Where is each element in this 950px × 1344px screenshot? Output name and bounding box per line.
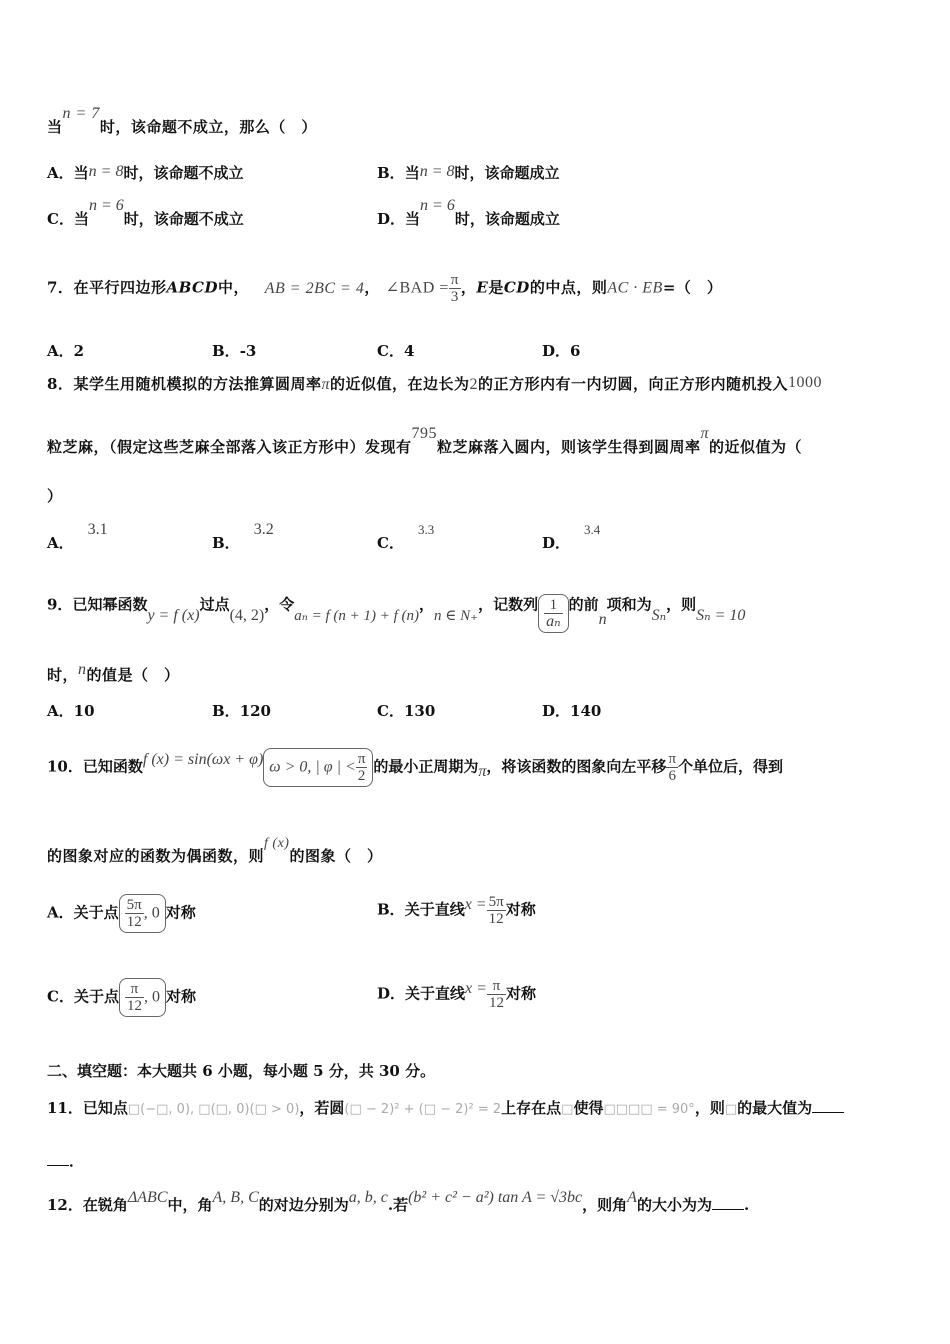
option-value: 3.2 [253, 521, 274, 538]
option-label: C． [47, 987, 74, 1006]
q10-text: 的图象（ ） [289, 847, 383, 865]
option-label: D． [542, 342, 571, 360]
q6-option-d[interactable] [377, 197, 560, 229]
q12-number: 12． [47, 1196, 83, 1214]
option-label: D． [377, 210, 406, 228]
q10-text: 个单位后，得到 [678, 757, 784, 776]
q10-text: ，将该函数的图象向左平移 [486, 757, 667, 776]
q8-text: ） [47, 487, 63, 505]
option-value: 120 [239, 702, 271, 720]
frac-num: π [357, 751, 366, 767]
q9-text: ，记数列 [478, 595, 539, 614]
option-var: x = [465, 979, 487, 997]
q7-stem: 7．在平行四边形ABCD中， AB = 2BC = 4， ∠BAD = $\frac{\pi}{3}$ ，E是CD的中点，则AC · EB=（ ） [47, 272, 723, 305]
q12-text: .若 [387, 1196, 409, 1214]
option-value: 140 [570, 702, 602, 720]
frac-num: π [668, 751, 677, 767]
option-frac [487, 894, 506, 927]
option-label: A． [47, 164, 74, 182]
q9-math-sn: Sₙ [651, 606, 667, 624]
q12-text: 中，角 [167, 1196, 213, 1214]
q11-text: ，若圆 [299, 1099, 345, 1117]
q9-text: 的前 [568, 595, 599, 614]
frac-num: π [125, 981, 144, 998]
option-label: B． [377, 900, 405, 919]
frac-num: 5π [126, 897, 142, 913]
q10-line2 [47, 836, 383, 866]
option-label: C． [377, 534, 404, 552]
option-text: 时，该命题不成立 [123, 164, 244, 182]
q7-text: 是 [488, 278, 504, 297]
q10-period: π [478, 762, 487, 780]
q6-option-a[interactable] [47, 162, 243, 183]
option-pre: 当 [404, 164, 420, 182]
q12-math-triangle: ΔABC [127, 1189, 168, 1206]
q10-pi-over-6 [666, 751, 678, 784]
q8-text: 的近似值，在边长为 [329, 375, 470, 393]
option-pre: 当 [73, 164, 89, 182]
option-label: C． [377, 342, 404, 360]
option-frac [125, 981, 144, 1014]
option-pre: 关于直线 [404, 900, 465, 919]
option-pre: 关于点 [73, 987, 119, 1006]
q11-answer-blank[interactable] [812, 1098, 844, 1113]
q8-text: 某学生用随机模拟的方法推算圆周率 [73, 375, 322, 393]
option-post: 对称 [165, 903, 196, 922]
q7-dot-product: AC · EB [607, 279, 663, 297]
q9-math-an: aₙ = f (n + 1) + f (n) [294, 607, 420, 624]
q10-pi-over-2 [356, 751, 368, 784]
q7-option-b[interactable] [212, 340, 256, 361]
q8-line2 [47, 425, 803, 457]
q12-text: . [743, 1196, 750, 1214]
q10-option-a[interactable] [47, 894, 196, 933]
q8-number: 8． [47, 375, 74, 393]
option-value: 3.1 [87, 521, 108, 538]
q11-math-circle: (□ − 2)² + (□ − 2)² = 2 [344, 1102, 502, 1117]
q6-option-c[interactable] [47, 197, 244, 229]
option-label: B． [212, 534, 240, 552]
q7-segment-cd: CD [503, 278, 530, 297]
q10-option-d[interactable] [377, 978, 536, 1011]
option-pre: 当 [73, 210, 89, 228]
q6-option-b[interactable] [377, 162, 560, 183]
q12-math-equation: (b² + c² − a²) tan A = √3bc [408, 1189, 583, 1206]
q11-number: 11． [47, 1099, 83, 1117]
q8-option-d[interactable] [542, 522, 601, 553]
q8-option-a[interactable] [47, 521, 108, 553]
frac-den: 3 [450, 289, 459, 305]
q12-text: 的大小为为 [636, 1196, 712, 1214]
q12-answer-blank[interactable] [712, 1195, 744, 1210]
section-heading: 二、填空题：本大题共 6 小题，每小题 5 分，共 30 分。 [47, 1062, 436, 1080]
option-pre: 关于直线 [405, 984, 466, 1003]
q9-text: 过点 [199, 595, 230, 614]
q7-text: 中， [218, 278, 250, 297]
q12-math-sides: a, b, c [348, 1189, 388, 1206]
frac-den: aₙ [546, 613, 561, 630]
q9-math-point: (4, 2) [229, 606, 265, 624]
q7-angle: ∠BAD = [385, 279, 449, 297]
frac-den: 12 [126, 998, 142, 1014]
frac-den: 12 [488, 911, 504, 927]
option-value: 2 [73, 342, 85, 360]
q12-math-a: A [627, 1189, 637, 1206]
frac-num: π [487, 978, 506, 995]
q7-option-c[interactable] [377, 340, 414, 361]
q12-text: ，则角 [582, 1196, 628, 1214]
q9-text: 时， [47, 666, 79, 684]
frac-num: 1 [544, 597, 562, 614]
q11-math-points: □(−□, 0), □(□, 0)(□ > 0) [127, 1102, 300, 1117]
q10-math-fx: f (x) [264, 836, 290, 851]
q11-math-angle: □□□□ = 90° [603, 1102, 695, 1117]
q8-side: 2 [469, 376, 478, 393]
q8-count-inside: 795 [411, 425, 438, 442]
q11-answer-blank-cont[interactable] [47, 1151, 69, 1166]
option-label: D． [542, 702, 571, 720]
option-value: 4 [403, 342, 415, 360]
q10-text: 已知函数 [82, 757, 143, 776]
q9-text: 已知幂函数 [72, 595, 148, 614]
option-label: B． [212, 342, 240, 360]
q12-text: 在锐角 [82, 1196, 128, 1214]
q11-text: 已知点 [82, 1099, 128, 1117]
q11-math-p: □ [561, 1102, 574, 1117]
q9-math-n: n [78, 661, 87, 678]
q10-line1 [47, 748, 783, 787]
option-value: 3.3 [417, 522, 435, 537]
option-label: B． [212, 702, 240, 720]
q9-math-n: n ∈ N₊ [434, 607, 479, 624]
q11-text: 上存在点 [501, 1099, 562, 1117]
q7-pi-over-3 [449, 272, 461, 305]
option-tail: , 0 [143, 904, 160, 922]
option-label: C． [377, 702, 404, 720]
option-frac [487, 978, 506, 1011]
q12-text: 的对边分别为 [258, 1196, 349, 1214]
frac-num: π [450, 272, 459, 288]
option-math: n = 8 [88, 163, 124, 180]
option-label: A． [47, 702, 74, 720]
q10-text: 的图象对应的函数为偶函数，则 [47, 847, 265, 865]
frac-den: 12 [488, 995, 504, 1011]
q12-math-angles: A, B, C [212, 1189, 259, 1206]
q10-option-b[interactable] [377, 894, 536, 927]
q9-text: 项和为 [606, 595, 652, 614]
q10-text: 的最小正周期为 [373, 757, 479, 776]
q7-math-ab: AB = 2BC = 4 [264, 279, 365, 297]
option-pre: 当 [405, 210, 421, 228]
q11-text: 的最大值为 [737, 1099, 813, 1117]
q7-option-a[interactable] [47, 340, 84, 361]
q10-condition [263, 748, 373, 787]
frac-den: 12 [126, 914, 142, 930]
option-text: 时，该命题成立 [454, 210, 560, 228]
option-math: n = 6 [420, 197, 455, 214]
q9-option-b[interactable] [212, 700, 271, 721]
q6-stem [47, 105, 317, 137]
option-post: 对称 [505, 984, 536, 1003]
option-pre: 关于点 [73, 903, 119, 922]
option-label: A． [47, 342, 74, 360]
q10-option-c[interactable] [47, 978, 196, 1017]
q8-text: 的近似值为（ [709, 438, 803, 456]
q8-pi: π [321, 376, 330, 393]
option-point [119, 978, 166, 1017]
q11-line1 [47, 1097, 844, 1118]
q8-text: 粒芝麻落入圆内，则该学生得到圆周率 [437, 438, 701, 456]
q6-stem-math: n = 7 [62, 105, 100, 122]
q11-text: ，则 [694, 1099, 725, 1117]
q6-stem-post: 时，该命题不成立，那么（ ） [99, 118, 317, 136]
q11-math-var: □ [724, 1102, 738, 1117]
q11-text: 使得 [573, 1099, 604, 1117]
option-value: 130 [403, 702, 436, 720]
q9-number: 9． [47, 595, 73, 614]
q9-text: ，令 [264, 595, 295, 614]
frac-den: 6 [668, 768, 676, 784]
q10-cond-text: ω > 0, | φ | < [269, 758, 356, 776]
q7-point-e: E [476, 278, 489, 297]
q9-option-d[interactable] [542, 700, 601, 721]
option-label: C． [47, 210, 74, 228]
q7-comma: ， [364, 278, 380, 297]
q11-text: ． [69, 1152, 85, 1170]
q9-text: 的值是（ ） [86, 666, 180, 684]
q9-option-c[interactable] [377, 700, 435, 721]
q7-text: 在平行四边形 [73, 278, 167, 297]
q10-math-func: f (x) = sin(ωx + φ) [142, 750, 264, 768]
option-label: A． [47, 903, 74, 922]
q8-pi: π [700, 425, 710, 442]
option-var: x = [464, 895, 487, 913]
option-label: D． [542, 534, 571, 552]
q9-line2 [47, 661, 180, 685]
option-post: 对称 [505, 900, 536, 919]
q8-count-total: 1000 [788, 374, 822, 391]
q8-text: 粒芝麻，（假定这些芝麻全部落入该正方形中）发现有 [47, 438, 412, 456]
q9-option-a[interactable] [47, 700, 95, 721]
option-frac [125, 897, 144, 930]
q9-math-sn-eq: Sₙ = 10 [696, 606, 746, 624]
q8-line3 [47, 485, 63, 506]
option-value: 3.4 [584, 522, 601, 537]
q11-line2 [47, 1150, 85, 1171]
option-text: 时，该命题不成立 [123, 210, 244, 228]
q9-text: ，则 [666, 595, 697, 614]
option-value: -3 [239, 342, 257, 360]
q9-math-n: n [598, 610, 607, 628]
q8-text: 的正方形内有一内切圆，向正方形内随机投入 [477, 375, 788, 393]
option-value: 10 [73, 702, 95, 720]
option-label: B． [377, 164, 405, 182]
option-math: n = 6 [88, 197, 124, 214]
q9-text: ， [419, 595, 435, 614]
q9-math-func: y = f (x) [147, 606, 200, 624]
option-post: 对称 [165, 987, 196, 1006]
q7-shape: ABCD [166, 278, 218, 297]
q9-sequence-brace [538, 594, 568, 633]
q8-option-c[interactable] [377, 522, 435, 553]
q7-number: 7． [47, 278, 74, 297]
frac-num: 5π [488, 894, 504, 910]
q10-number: 10． [47, 757, 83, 776]
option-point [119, 894, 166, 933]
q7-text: 的中点，则 [529, 278, 608, 297]
q12-line1 [47, 1189, 750, 1215]
q8-option-b[interactable] [212, 521, 274, 553]
q7-option-d[interactable] [542, 340, 580, 361]
option-text: 时，该命题成立 [454, 164, 560, 182]
q9-frac [544, 597, 562, 630]
option-label: A． [47, 534, 74, 552]
q8-line1 [47, 373, 822, 394]
q7-text: =（ ） [662, 278, 723, 297]
option-tail: , 0 [143, 988, 160, 1006]
frac-den: 2 [357, 768, 366, 784]
option-label: D． [377, 984, 406, 1003]
q9-line1 [47, 586, 746, 630]
option-value: 6 [570, 342, 581, 360]
q6-stem-pre: 当 [47, 118, 63, 136]
option-math: n = 8 [419, 163, 455, 180]
